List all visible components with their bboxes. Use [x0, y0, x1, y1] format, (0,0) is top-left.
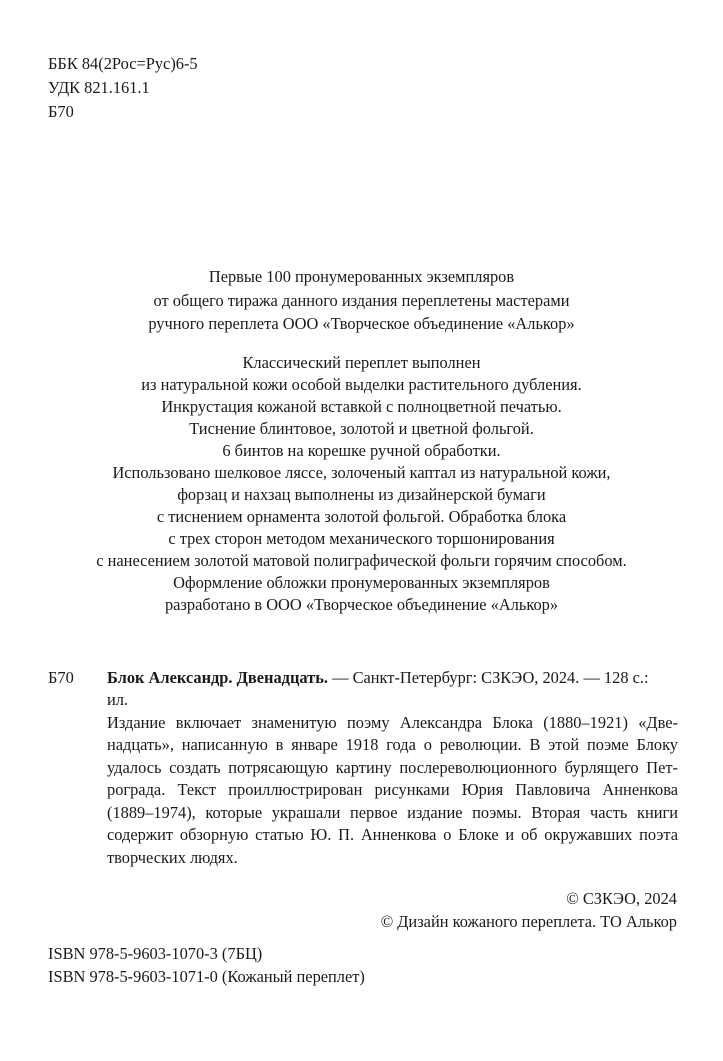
copyright-design: © Дизайн кожаного переплета. ТО Алькор [380, 912, 677, 931]
annotation-line [48, 712, 678, 735]
annotation-text: надцать», написанную в январе 1918 года о революции. В этой поэме Блоку [107, 735, 678, 754]
bibliographic-sign: Б70 [48, 668, 74, 687]
binding-note-line: Тиснение блинтовое, золотой и цветной фольгой. [189, 419, 534, 438]
annotation-line [48, 824, 678, 847]
binding-note-line: форзац и нахзац выполнены из дизайнерской бумаги [177, 485, 546, 504]
edition-note-line: Первые 100 пронумерованных экземпляров [208, 267, 515, 286]
edition-note-line: от общего тиража данного издания переплетены мастерами [153, 291, 570, 310]
annotation-line [48, 847, 678, 870]
author-title: Блок Александр. Двенадцать. [107, 668, 328, 687]
udk-code: УДК 821.161.1 [48, 78, 150, 97]
binding-note-line: разработано в ООО «Творческое объединение «Алькор» [164, 595, 559, 614]
author-sign: Б70 [48, 102, 74, 121]
binding-note-line: с нанесением золотой матовой полиграфической фольги горячим способом. [96, 551, 627, 570]
binding-note-line: Классический переплет выполнен [242, 353, 481, 372]
binding-note-line: Использовано шелковое ляссе, золоченый каптал из натуральной кожи, [112, 463, 611, 482]
publication-info: — Санкт-Петербург: СЗКЭО, 2024. — 128 с.: [327, 668, 649, 687]
isbn-second: ISBN 978-5-9603-1071-0 (Кожаный переплет) [48, 967, 365, 986]
bibliographic-record [48, 667, 678, 869]
binding-note-line: с тиснением орнамента золотой фольгой. Обработка блока [156, 507, 567, 526]
annotation-text: содержит обзорную статью Ю. П. Анненкова о Блоке и об окружавших поэта [107, 825, 678, 844]
binding-note-line: 6 бинтов на корешке ручной обработки. [222, 441, 501, 460]
annotation-text: (1889–1974), которые украшали первое издание поэмы. Вторая часть книги [107, 802, 678, 822]
binding-note-line: с трех сторон методом механического торшонирования [168, 529, 555, 548]
bibliographic-main [107, 667, 649, 689]
annotation-line [48, 734, 678, 757]
annotation-text: удалось создать потрясающую картину послереволюционного бурлящего Пет- [107, 757, 678, 777]
annotation-text: Издание включает знаменитую поэму Александра Блока (1880–1921) «Две- [107, 712, 678, 732]
binding-note-line: Инкрустация кожаной вставкой с полноцветной печатью. [161, 397, 562, 416]
annotation-line [48, 802, 678, 825]
annotation-line [48, 757, 678, 780]
bibliographic-heading [48, 667, 678, 689]
annotation-line [48, 779, 678, 802]
binding-note-line: Оформление обложки пронумерованных экземпляров [173, 573, 550, 592]
annotation-text: рограда. Текст проиллюстрирован рисунками Юрия Павловича Анненкова [107, 780, 678, 799]
bbk-code: ББК 84(2Рос=Рус)6-5 [48, 54, 198, 73]
copyright-publisher: © СЗКЭО, 2024 [566, 889, 677, 908]
edition-note-line: ручного переплета ООО «Творческое объединение «Алькор» [148, 314, 575, 333]
annotation-text: творческих людях. [107, 847, 238, 867]
binding-note-line: из натуральной кожи особой выделки растительного дубления. [141, 375, 582, 394]
isbn-first: ISBN 978-5-9603-1070-3 (7БЦ) [48, 944, 263, 963]
publication-info-continuation: ил. [107, 690, 129, 709]
